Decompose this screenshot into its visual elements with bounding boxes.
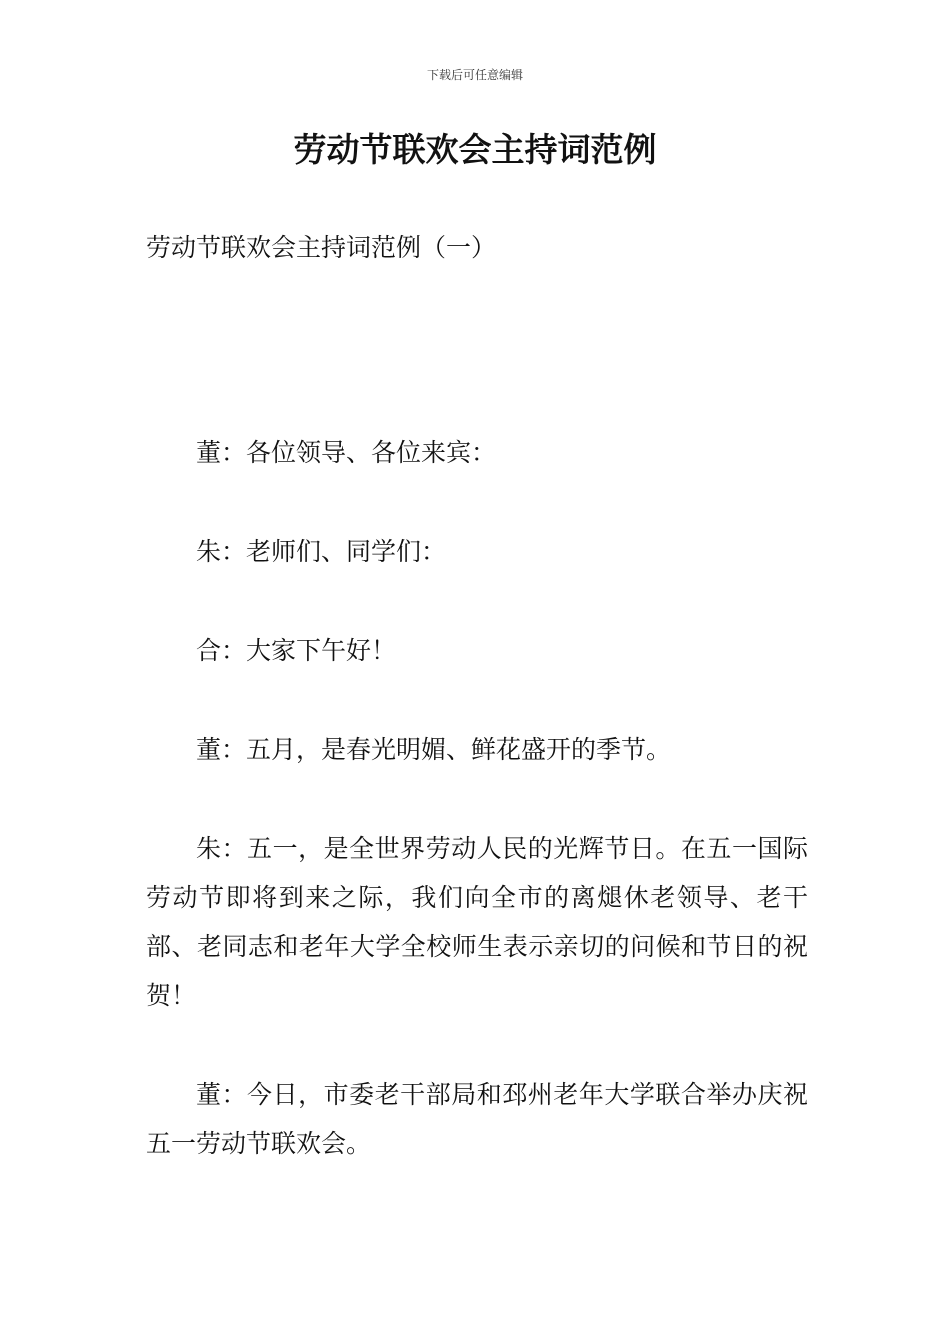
- header-note: 下载后可任意编辑: [426, 68, 523, 82]
- paragraph: 董：各位领导、各位来宾：: [196, 438, 497, 467]
- document-title: 劳动节联欢会主持词范例: [293, 130, 657, 169]
- paragraph: 合：大家下午好！: [196, 636, 397, 665]
- document-subtitle: 劳动节联欢会主持词范例（一）: [146, 233, 497, 262]
- paragraph: 朱：五一，是全世界劳动人民的光辉节日。在五一国际劳动节即将到来之际，我们向全市的离煺休老领导、老干部、老同志和老年大学全校师生表示亲切的问候和节日的祝贺！: [146, 834, 808, 1010]
- paragraph: 朱：老师们、同学们：: [196, 537, 447, 566]
- document-body: [146, 428, 808, 1218]
- paragraph: 董：五月，是春光明媚、鲜花盛开的季节。: [196, 735, 672, 764]
- paragraph: 董：今日，市委老干部局和邳州老年大学联合举办庆祝五一劳动节联欢会。: [146, 1080, 808, 1158]
